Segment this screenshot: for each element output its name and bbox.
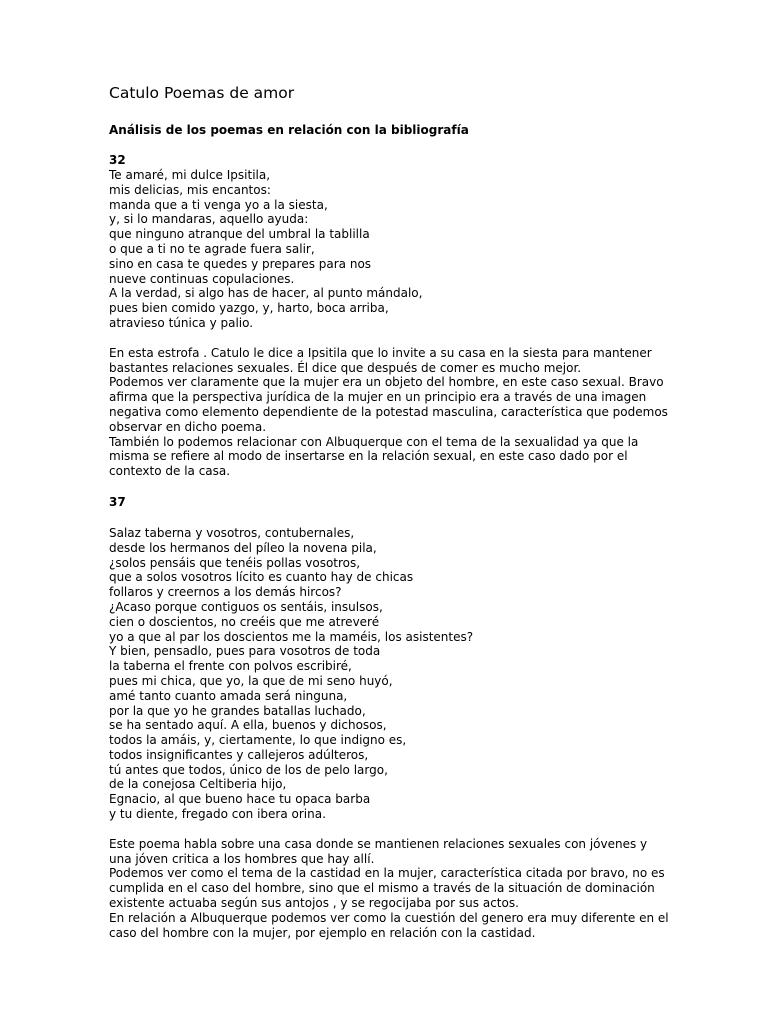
poem-line: se ha sentado aquí. A ella, buenos y dichosos, (109, 718, 387, 733)
poem-line: Egnacio, al que bueno hace tu opaca barba (109, 792, 371, 807)
document-title: Catulo Poemas de amor (109, 84, 295, 102)
poem-line: por la que yo he grandes batallas luchado, (109, 703, 366, 718)
poem-line: que a solos vosotros lícito es cuanto hay de chicas (109, 570, 414, 585)
poem-line: la taberna el frente con polvos escribiré, (109, 659, 352, 674)
poem-line: mis delicias, mis encantos: (109, 182, 271, 197)
poem-line: atravieso túnica y palio. (109, 315, 254, 330)
poem-line: follaros y creernos a los demás hircos? (109, 585, 342, 600)
poem-line: pues mi chica, que yo, la que de mi seno huyó, (109, 673, 393, 688)
poem-32-analysis (109, 346, 669, 479)
poem-line: Te amaré, mi dulce Ipsitila, (109, 168, 271, 182)
analysis-paragraph: También lo podemos relacionar con Albuquerque con el tema de la sexualidad ya que la misma se refiere al modo de insertarse en la relación sexual, en este caso dado por el contexto de la casa. (109, 434, 639, 479)
poem-37-number: 37 (109, 494, 126, 509)
analysis-paragraph: Podemos ver claramente que la mujer era un objeto del hombre, en este caso sexual. Bravo afirma que la perspectiva jurídica de la mujer en un principio era a través de una imagen negativa como elemento dependiente de la potestad masculina, característica que podemos observar en dicho poema. (109, 375, 668, 434)
poem-line: ¿solos pensáis que tenéis pollas vosotros, (109, 555, 361, 570)
poem-line: de la conejosa Celtiberia hijo, (109, 777, 287, 792)
poem-line: ¿Acaso porque contiguos os sentáis, insulsos, (109, 599, 383, 614)
poem-line: y tu diente, fregado con ibera orina. (109, 807, 326, 822)
analysis-paragraph: En esta estrofa . Catulo le dice a Ipsitila que lo invite a su casa en la siesta para mantener bastantes relaciones sexuales. Él dice que después de comer es mucho mejor. (109, 345, 652, 375)
poem-line: todos la amáis, y, ciertamente, lo que indigno es, (109, 733, 407, 748)
poem-line: sino en casa te quedes y prepares para nos (109, 256, 372, 271)
poem-line: yo a que al par los doscientos me la maméis, los asistentes? (109, 629, 474, 644)
poem-line: que ninguno atranque del umbral la tablilla (109, 227, 370, 242)
document-page (109, 83, 669, 940)
analysis-paragraph: En relación a Albuquerque podemos ver como la cuestión del genero era muy diferente en el caso del hombre con la mujer, por ejemplo en relación con la castidad. (109, 910, 669, 940)
poem-line: y, si lo mandaras, aquello ayuda: (109, 212, 309, 227)
poem-line: Salaz taberna y vosotros, contubernales, (109, 525, 355, 540)
poem-line: amé tanto cuanto amada será ninguna, (109, 688, 348, 703)
poem-line: pues bien comido yazgo, y, harto, boca arriba, (109, 301, 389, 316)
poem-37-text (109, 526, 669, 822)
poem-37-analysis (109, 837, 669, 941)
analysis-paragraph: Este poema habla sobre una casa donde se mantienen relaciones sexuales con jóvenes y una jóven critica a los hombres que hay allí. (109, 836, 648, 866)
poem-line: nueve continuas copulaciones. (109, 271, 295, 286)
poem-line: A la verdad, si algo has de hacer, al punto mándalo, (109, 286, 423, 301)
analysis-paragraph: Podemos ver como el tema de la castidad en la mujer, característica citada por bravo, no es cumplida en el caso del hombre, sino que el mismo a través de la situación de dominación existente actuaba según sus antojos , y se regocijaba por sus actos. (109, 866, 665, 911)
poem-line: manda que a ti venga yo a la siesta, (109, 197, 328, 212)
poem-line: o que a ti no te agrade fuera salir, (109, 241, 315, 256)
poem-32-text (109, 168, 669, 331)
poem-line: todos insignificantes y callejeros adúlteros, (109, 747, 369, 762)
poem-line: tú antes que todos, único de los de pelo largo, (109, 762, 388, 777)
poem-line: cien o doscientos, no creéis que me atreveré (109, 614, 380, 629)
poem-line: desde los hermanos del píleo la novena pila, (109, 540, 377, 555)
poem-32-number: 32 (109, 153, 126, 167)
poem-line: Y bien, pensadlo, pues para vosotros de toda (109, 644, 381, 659)
document-subtitle: Análisis de los poemas en relación con la bibliografía (109, 123, 469, 137)
